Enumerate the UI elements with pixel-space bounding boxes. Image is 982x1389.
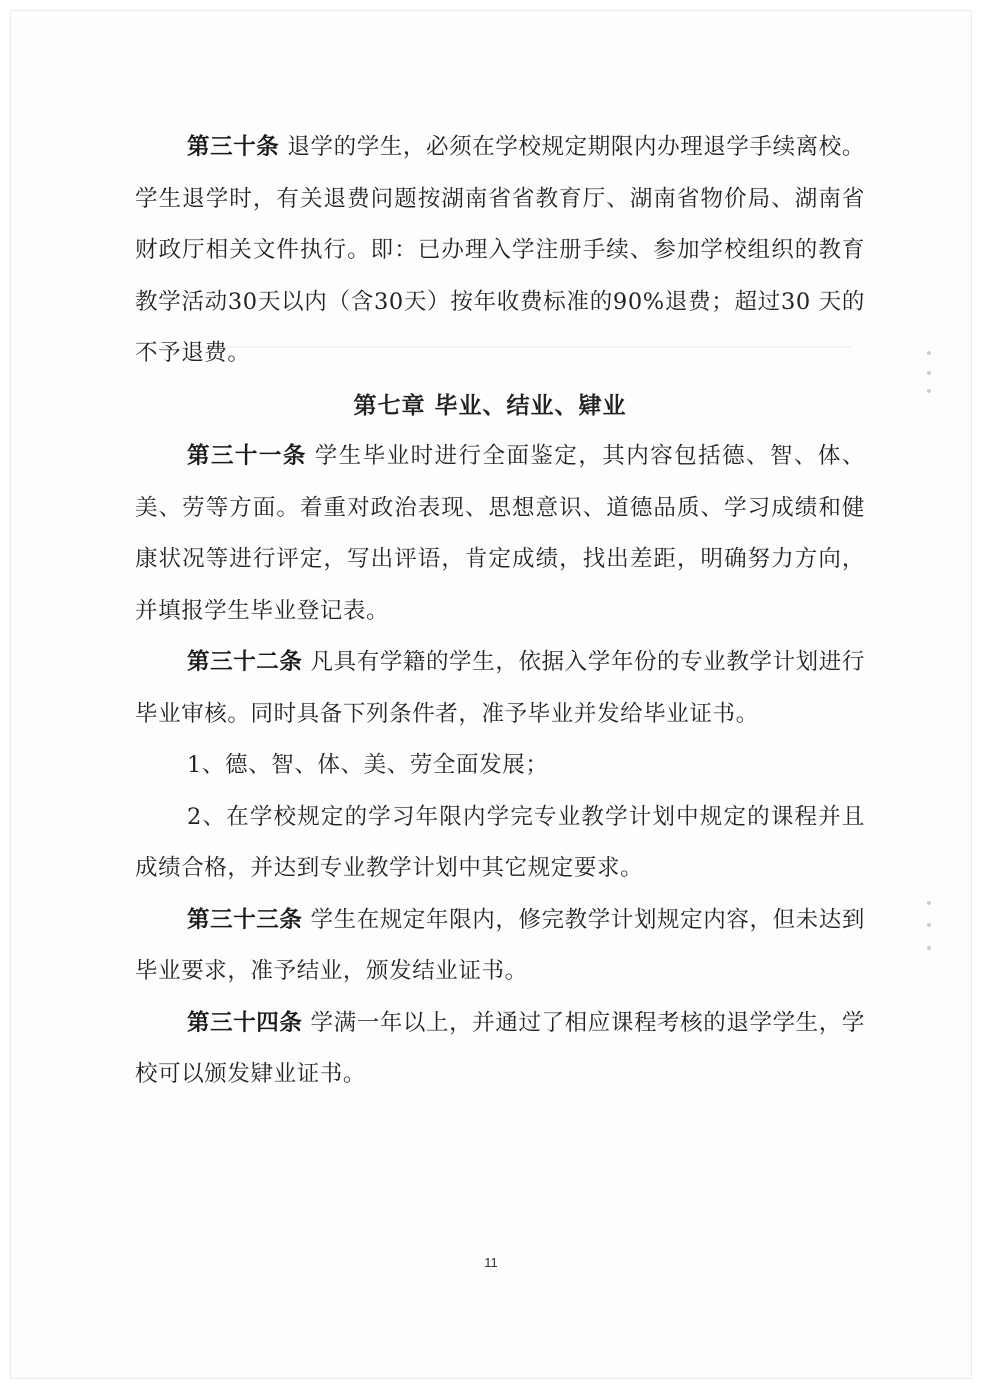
article-31 [135,431,865,637]
article-heading: 第三十三条 [187,906,303,933]
punch-hole-mark [927,371,931,375]
article-heading: 第三十二条 [187,649,303,675]
article-32 [135,637,865,740]
list-item-text: 2、在学校规定的学习年限内学完专业教学计划中规定的课程并且成绩合格，并达到专业教学计划中其它规定要求。 [135,803,865,881]
article-text: 学满一年以上，并通过了相应课程考核的退学学生，学校可以颁发肄业证书。 [135,1009,865,1087]
article-heading: 第三十一条 [187,443,307,469]
punch-hole-mark [927,389,931,393]
chapter-heading: 第七章 毕业、结业、肄业 [353,391,627,419]
punch-hole-mark [927,901,931,905]
article-text: 学生在规定年限内，修完教学计划规定内容，但未达到毕业要求，准予结业，颁发结业证书。 [135,906,865,984]
article-text: 学生毕业时进行全面鉴定，其内容包括德、智、体、美、劳等方面。着重对政治表现、思想意识、道德品质、学习成绩和健康状况等进行评定，写出评语，肯定成绩，找出差距，明确努力方向，并填报学生毕业登记表。 [135,443,865,624]
punch-hole-mark [927,923,931,927]
list-item [135,740,865,792]
article-30 [135,122,865,380]
article-text: 退学的学生，必须在学校规定期限内办理退学手续离校。学生退学时，有关退费问题按湖南省省教育厅、湖南省物价局、湖南省财政厅相关文件执行。即：已办理入学注册手续、参加学校组织的教育教学活动30天以内（含30天）按年收费标准的90%退费；超过30 天的不予退费。 [135,134,865,366]
article-text: 凡具有学籍的学生，依据入学年份的专业教学计划进行毕业审核。同时具备下列条件者，准予毕业并发给毕业证书。 [135,649,865,727]
article-heading: 第三十条 [187,134,280,160]
article-33 [135,895,865,998]
article-34 [135,998,865,1101]
document-body [135,122,865,1101]
article-heading: 第三十四条 [187,1009,303,1036]
list-item [135,792,865,895]
punch-hole-mark [927,946,931,950]
page-number: 11 [484,1255,498,1270]
punch-hole-mark [927,351,931,355]
list-item-text: 1、德、智、体、美、劳全面发展； [187,752,549,778]
